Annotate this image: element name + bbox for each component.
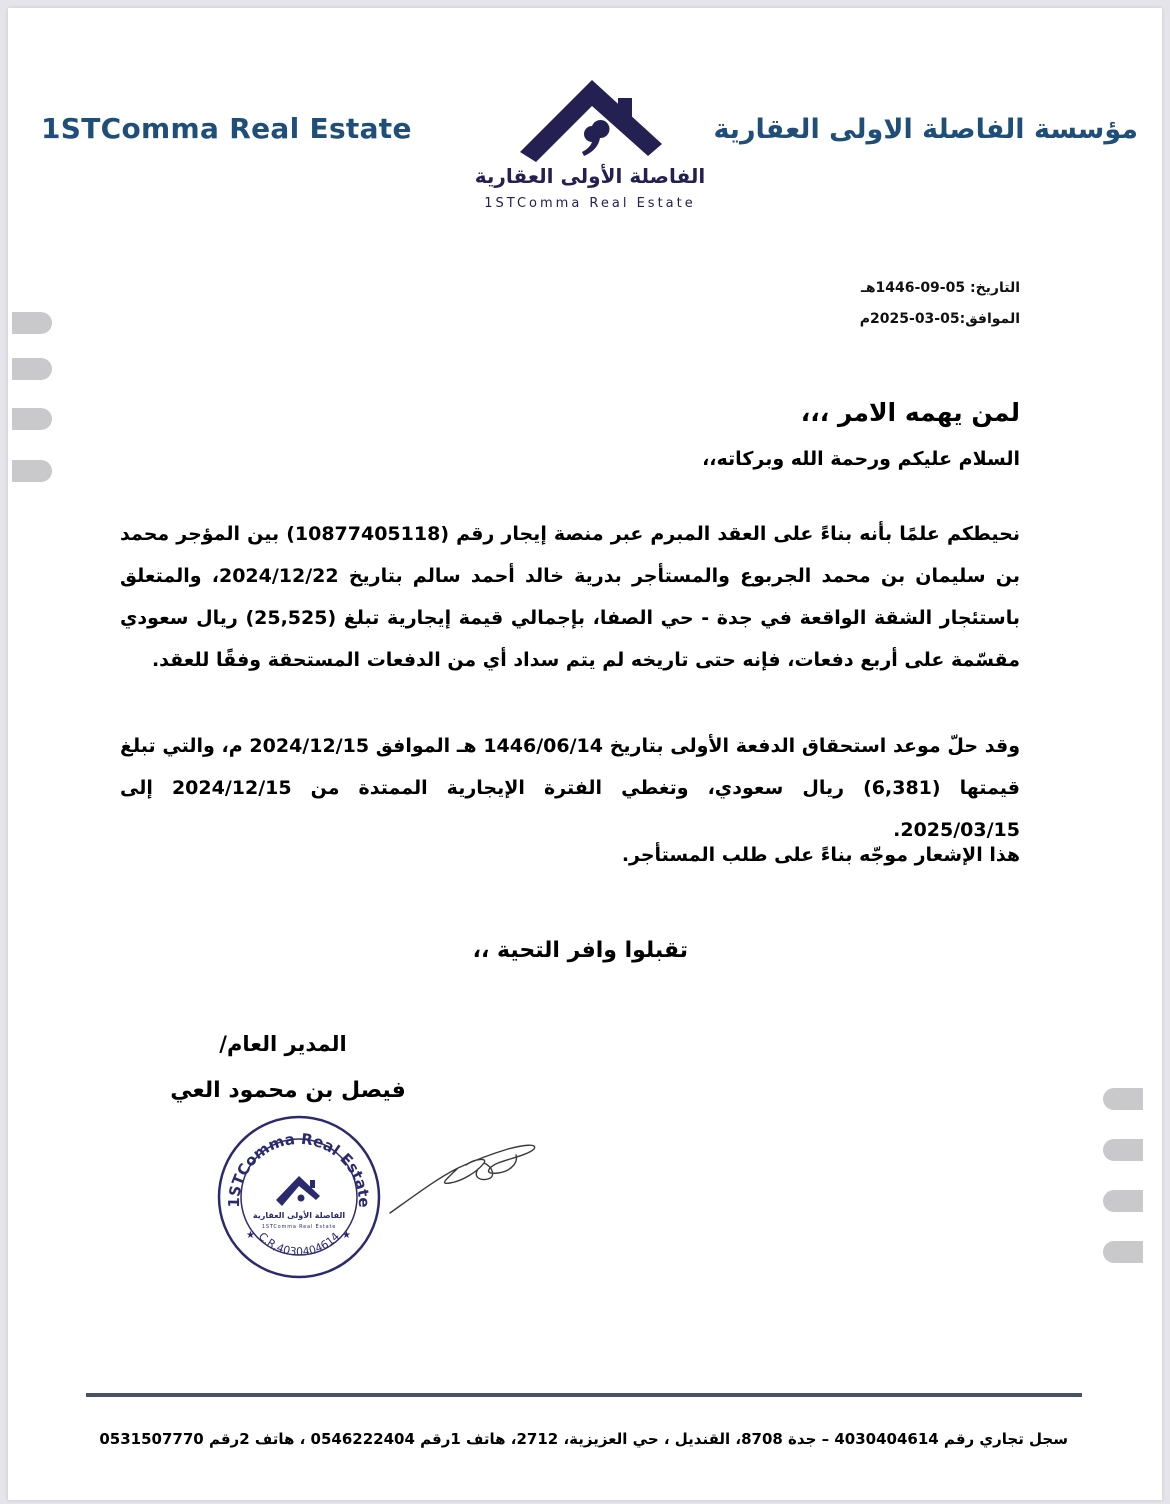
addressee-line: لمن يهمه الامر ،،، — [800, 398, 1020, 427]
body-paragraph-3: هذا الإشعار موجّه بناءً على طلب المستأجر. — [621, 844, 1020, 866]
company-stamp — [214, 1112, 384, 1282]
signatory-name: فيصل بن محمود العي — [170, 1078, 406, 1103]
stamp-star-icon: ★ — [342, 1230, 351, 1241]
side-tab-marker — [1103, 1241, 1143, 1263]
side-tab-marker — [1103, 1139, 1143, 1161]
stamp-cr-number: C.R,4030404614 — [255, 1229, 343, 1259]
company-name-en: 1STComma Real Estate — [41, 112, 412, 145]
side-tab-marker — [12, 460, 52, 482]
logo-name-ar: الفاصلة الأولى العقارية — [474, 164, 706, 188]
closing-line: تقبلوا وافر التحية ،، — [472, 938, 688, 963]
footer-contact-info: سجل تجاري رقم 4030404614 – جدة 8708، القنديل ، حي العزيزية، 2712، هاتف 1رقم 0546222404 ، هاتف 2رقم 0531507770 — [99, 1430, 1068, 1448]
hijri-date: التاريخ: 05-09-1446هـ — [861, 280, 1020, 296]
handwritten-signature-icon — [388, 1133, 548, 1223]
logo-name-en: 1STComma Real Estate — [484, 196, 696, 211]
side-tab-marker — [1103, 1190, 1143, 1212]
side-tab-marker — [1103, 1088, 1143, 1110]
company-logo — [450, 70, 730, 220]
body-paragraph-2: وقد حلّ موعد استحقاق الدفعة الأولى بتاريخ 1446/06/14 هـ الموافق 2024/12/15 م، والتي تبلغ قيمتها (6,381) ريال سعودي، وتغطي الفترة الإيجارية الممتدة من 2024/12/15 إلى 2025/03/15. — [120, 735, 1021, 841]
body-paragraph-1: نحيطكم علمًا بأنه بناءً على العقد المبرم عبر منصة إيجار رقم (10877405118) بين المؤجر محمد بن سليمان بن محمد الجربوع والمستأجر بدرية خالد أحمد سالم بتاريخ 2024/12/22، والمتعلق باستئجار الشقة الواقعة في جدة - حي الصفا، بإجمالي قيمة إيجارية تبلغ (25,525) ريال سعودي مقسّمة على أربع دفعات، فإنه حتى تاريخه لم يتم سداد أي من الدفعات المستحقة وفقًا للعقد. — [120, 523, 1021, 671]
letter-page — [8, 8, 1162, 1500]
stamp-star-icon: ★ — [246, 1230, 255, 1241]
gregorian-date: الموافق:05-03-2025م — [859, 311, 1020, 327]
signatory-title: المدير العام/ — [219, 1032, 347, 1056]
salutation-line: السلام عليكم ورحمة الله وبركاته،، — [702, 448, 1020, 470]
stamp-name-ar: الفاصلة الأولى العقارية — [252, 1211, 346, 1220]
house-comma-logo-icon — [514, 70, 666, 162]
stamp-name-en: 1STComma Real Estate — [261, 1224, 337, 1230]
company-name-ar: مؤسسة الفاصلة الاولى العقارية — [713, 114, 1138, 145]
comma-shape — [582, 120, 609, 156]
side-tab-marker — [12, 312, 52, 334]
footer-divider — [86, 1393, 1082, 1397]
side-tab-marker — [12, 358, 52, 380]
stamp-ring-text: 1STComma Real Estate — [224, 1129, 374, 1208]
side-tab-marker — [12, 408, 52, 430]
